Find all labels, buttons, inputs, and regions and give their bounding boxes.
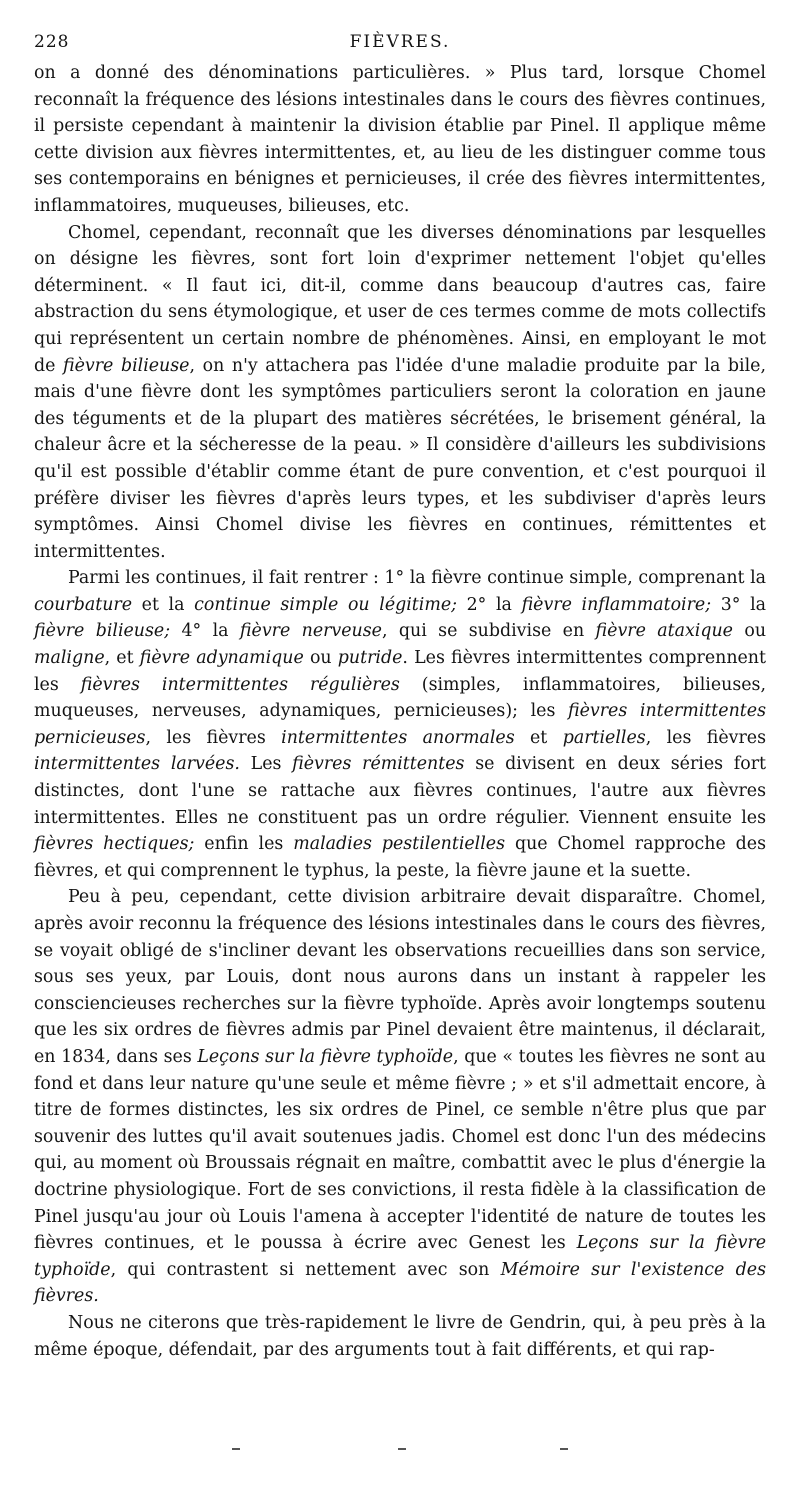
text-run: 2° la	[457, 594, 522, 615]
text-run: Parmi les continues, il fait rentrer : 1° la fièvre continue simple, comprenant la	[68, 568, 766, 589]
text-run: et la	[132, 594, 195, 615]
text-run: , que « toutes les fièvres ne sont au fond et dans leur nature qu'une seule et même fièvre ; » et s'il admettait encore, à titre de formes distinctes, les six ordres de Pinel, ce semble n'être plus que par souvenir des luttes qu'il avait soutenues jadis. Chomel est donc l'un des médecins qui, au moment où Broussais régnait en maître, combattit avec le plus d'énergie la doctrine physiologique. Fort de ses convictions, il resta fidèle à la classification de Pinel jusqu'au jour où Louis l'amena à accepter l'identité de nature de toutes les fièvres continues, et le poussa à écrire avec Genest les	[34, 1046, 767, 1254]
body-text	[34, 60, 766, 1363]
paragraph	[34, 884, 766, 1310]
text-run: , les fièvres	[145, 727, 282, 748]
running-title: FIÈVRES.	[349, 32, 451, 52]
text-run: , qui contrastent si nettement avec son	[110, 1259, 501, 1280]
paragraph	[34, 60, 766, 220]
text-run: Les	[239, 754, 293, 775]
page-number: 228	[34, 32, 70, 52]
paragraph	[34, 220, 766, 566]
text-run: se divisent en deux séries fort distinctes, dont l'une se rattache aux fièvres continues, l'autre aux fièvres intermittentes. Elles ne constituent pas un ordre régulier. Viennent ensuite les	[34, 754, 766, 828]
footer-printer-marks	[0, 1448, 800, 1458]
printer-mark	[560, 1448, 568, 1450]
italic-phrase: fièvres intermittentes régulières	[80, 674, 400, 695]
text-run: Nous ne citerons que très-rapidement le livre de Gendrin, qui, à peu près à la même époque, défendait, par des arguments tout à fait différents, et qui rap-	[34, 1312, 766, 1360]
text-run: Chomel, cependant, reconnaît que les diverses dénominations par lesquelles on désigne les fièvres, sont fort loin d'exprimer nettement l'objet qu'elles déterminent. « Il faut ici, dit-il, comme dans beaucoup d'autres cas, faire abstraction du sens étymologique, et user de ces termes comme de mots collectifs qui représentent un certain nombre de phénomènes. Ainsi, en employant le mot de	[34, 222, 766, 376]
italic-phrase: maladies pestilentielles	[293, 834, 506, 855]
italic-phrase: fièvre bilieuse	[63, 355, 190, 376]
text-run: ou	[732, 621, 767, 642]
printer-mark	[398, 1448, 406, 1450]
italic-phrase: intermittentes larvées.	[34, 754, 240, 775]
printer-mark	[232, 1448, 240, 1450]
italic-phrase: fièvres hectiques;	[34, 834, 195, 855]
text-run: , les fièvres	[645, 727, 767, 748]
text-run: ou	[303, 648, 338, 669]
text-run: , et	[104, 648, 140, 669]
paragraph	[34, 565, 766, 884]
text-run: que Chomel rapproche des fièvres, et qui comprennent le typhus, la peste, la fièvre jaune et la suette.	[34, 834, 767, 881]
italic-phrase: maligne	[34, 648, 105, 669]
italic-phrase: fièvre adynamique	[139, 648, 304, 669]
text-run: 4° la	[170, 621, 240, 642]
text-run: 3° la	[711, 594, 767, 615]
italic-phrase: putride	[337, 648, 403, 669]
text-run: (simples, inflammatoires, bilieuses, muqueuses, nerveuses, adynamiques, pernicieuses); les	[34, 674, 767, 722]
italic-phrase: fièvres intermittentes pernicieuses	[34, 701, 766, 748]
italic-phrase: fièvre bilieuse;	[34, 621, 171, 642]
text-run: , on n'y attachera pas l'idée d'une maladie produite par la bile, mais d'une fièvre dont les symptômes particuliers seront la coloration en jaune des téguments et de la plupart des matières sécrétées, le brisement général, la chaleur âcre et la sécheresse de la peau. » Il considère d'ailleurs les subdivisions qu'il est possible d'établir comme étant de pure convention, et c'est pourquoi il préfère diviser les fièvres d'après leurs types, et les subdiviser d'après leurs symptômes. Ainsi Chomel divise les fièvres en continues, rémittentes et intermittentes.	[34, 355, 766, 562]
paragraph	[34, 1310, 766, 1363]
italic-phrase: Leçons sur la fièvre typhoïde	[197, 1046, 454, 1067]
text-run: . Les fièvres intermittentes comprennent les	[34, 648, 766, 695]
italic-phrase: partielles	[562, 727, 646, 748]
text-run: et	[514, 727, 563, 748]
italic-phrase: Mémoire sur l'existence des fièvres.	[34, 1259, 766, 1307]
italic-phrase: Leçons sur la fièvre typhoïde	[34, 1233, 766, 1280]
running-header	[34, 30, 766, 60]
italic-phrase: fièvre inflammatoire;	[521, 594, 712, 615]
italic-phrase: intermittentes anormales	[281, 727, 515, 748]
italic-phrase: fièvre nerveuse	[239, 621, 382, 642]
text-run: Peu à peu, cependant, cette division arbitraire devait disparaître. Chomel, après avoir reconnu la fréquence des lésions intestinales dans le cours des fièvres, se voyait obligé de s'incliner devant les observations recueillies dans son service, sous ses yeux, par Louis, dont nous aurons dans un instant à rappeler les consciencieuses recherches sur la fièvre typhoïde. Après avoir longtemps soutenu que les six ordres de fièvres admis par Pinel devaient être maintenus, il déclarait, en 1834, dans ses	[34, 887, 766, 1067]
italic-phrase: courbature	[34, 594, 133, 615]
book-page	[34, 30, 766, 1363]
italic-phrase: fièvre ataxique	[595, 621, 733, 642]
italic-phrase: continue simple ou légitime;	[194, 594, 457, 615]
text-run: , qui se subdivise en	[381, 621, 596, 642]
italic-phrase: fièvres rémittentes	[292, 754, 465, 775]
text-run: enfin les	[194, 834, 294, 855]
text-run: on a donné des dénominations particulières. » Plus tard, lorsque Chomel reconnaît la fréquence des lésions intestinales dans le cours des fièvres continues, il persiste cependant à maintenir la division établie par Pinel. Il applique même cette division aux fièvres intermittentes, et, au lieu de les distinguer comme tous ses contemporains en bénignes et pernicieuses, il crée des fièvres intermittentes, inflammatoires, muqueuses, bilieuses, etc.	[34, 63, 766, 216]
